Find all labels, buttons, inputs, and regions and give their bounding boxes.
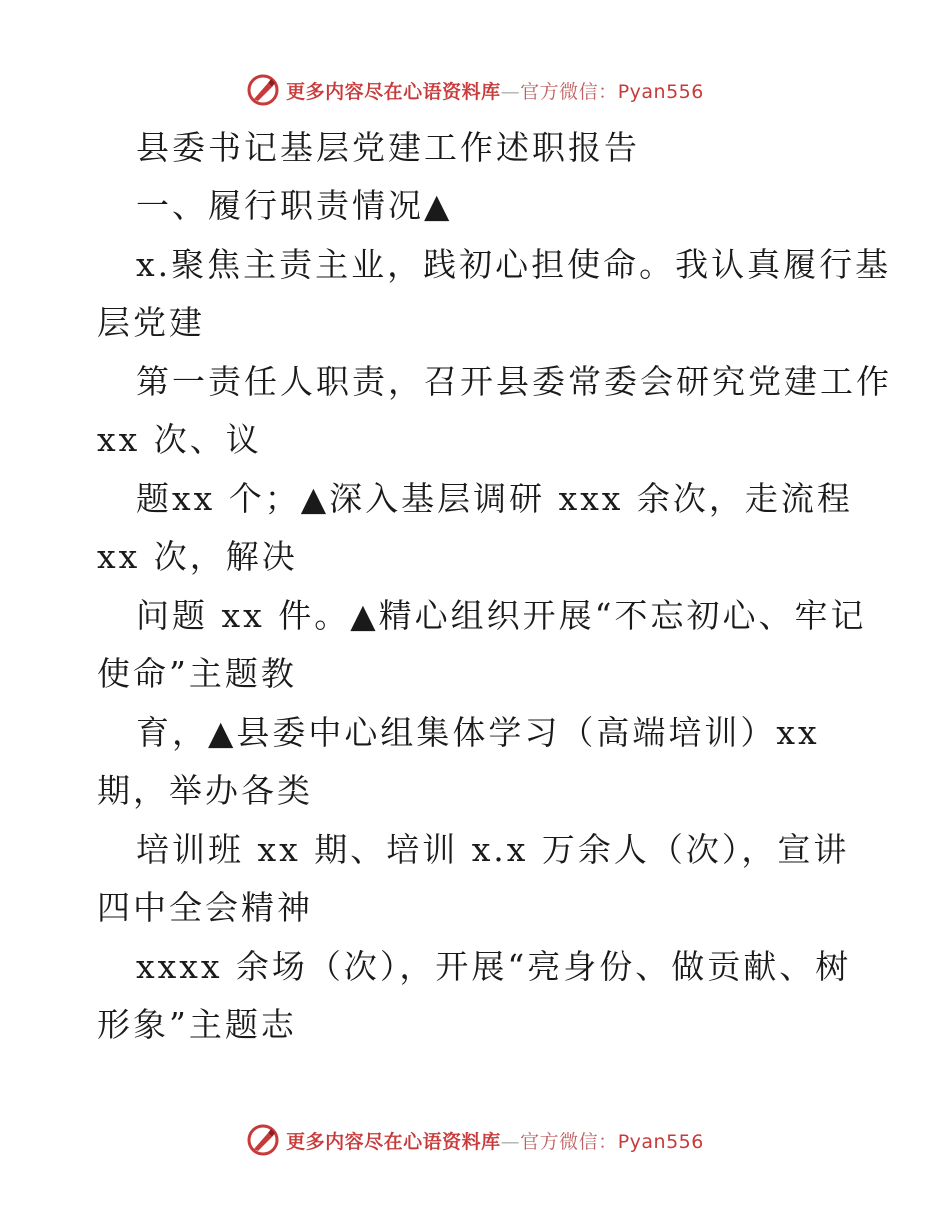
footer-banner <box>0 1120 950 1160</box>
banner-main-text: 更多内容尽在心语资料库 <box>286 80 501 103</box>
banner-wechat-id: Pyan556 <box>617 80 704 103</box>
pen-seal-icon <box>246 73 280 107</box>
paragraph-line: 第一责任人职责，召开县委常委会研究党建工作 <box>136 362 892 401</box>
paragraph-line: xx 次、议 <box>97 420 262 459</box>
paragraph-line: 题xx 个；▲深入基层调研 xxx 余次，走流程 <box>136 479 853 518</box>
banner-dash: — <box>500 1130 521 1153</box>
document-title: 县委书记基层党建工作述职报告 <box>136 128 640 167</box>
paragraph-line: 培训班 xx 期、培训 x.x 万余人（次），宣讲 <box>136 830 850 869</box>
paragraph-line: xx 次，解决 <box>97 537 298 576</box>
pen-seal-icon <box>246 1123 280 1157</box>
banner-dash: — <box>500 80 521 103</box>
banner-text <box>286 1127 704 1154</box>
paragraph-line: 育，▲县委中心组集体学习（高端培训）xx <box>136 713 820 752</box>
banner-wechat-label: 官方微信： <box>520 80 618 103</box>
banner-main-text: 更多内容尽在心语资料库 <box>286 1130 501 1153</box>
paragraph-line: 四中全会精神 <box>97 888 313 927</box>
paragraph-line: 形象”主题志 <box>97 1005 297 1044</box>
banner-wechat-id: Pyan556 <box>617 1130 704 1153</box>
paragraph-line: x.聚焦主责主业，践初心担使命。我认真履行基 <box>136 245 892 284</box>
paragraph-line: xxxx 余场（次），开展“亮身份、做贡献、树 <box>136 947 852 986</box>
paragraph-line: 层党建 <box>97 303 205 342</box>
paragraph-line: 使命”主题教 <box>97 654 297 693</box>
paragraph-line: 问题 xx 件。▲精心组织开展“不忘初心、牢记 <box>136 596 867 635</box>
banner-wechat-label: 官方微信： <box>520 1130 618 1153</box>
header-banner <box>0 70 950 110</box>
banner-text <box>286 77 704 104</box>
paragraph-line: 期，举办各类 <box>97 771 313 810</box>
section-heading: 一、履行职责情况▲ <box>136 186 453 225</box>
